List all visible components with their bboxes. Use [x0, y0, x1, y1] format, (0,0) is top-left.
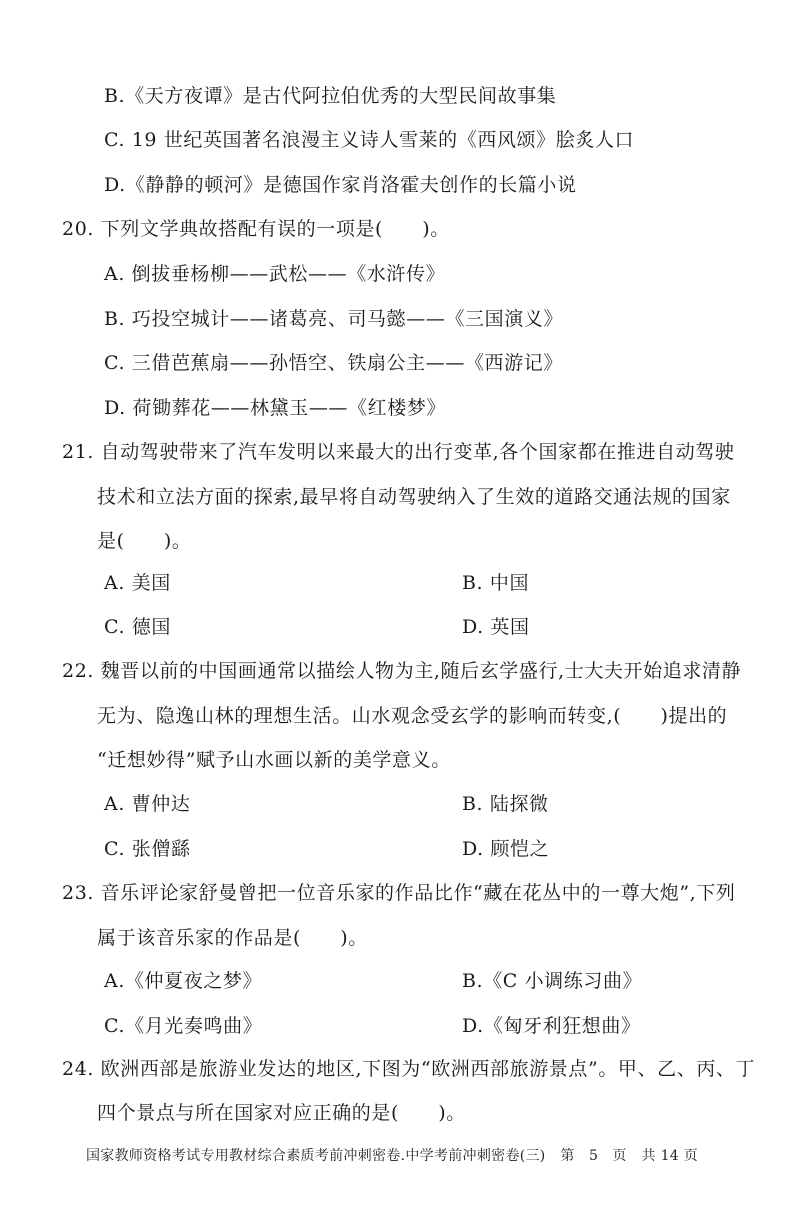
q23-option-a: A.《仲夏夜之梦》 — [104, 970, 263, 992]
q20-option-b: B. 巧投空城计——诸葛亮、司马懿——《三国演义》 — [104, 308, 564, 330]
q23-option-d: D.《匈牙利狂想曲》 — [462, 1015, 641, 1037]
q22-option-b: B. 陆探微 — [462, 793, 549, 815]
footer-total-pages: 共 14 页 — [641, 1148, 699, 1164]
footer-page-number: 第 5 页 — [560, 1148, 627, 1164]
footer-title: 国家教师资格考试专用教材综合素质考前冲刺密卷.中学考前冲刺密卷(三) — [86, 1148, 546, 1164]
q21-stem-line-1: 21. 自动驾驶带来了汽车发明以来最大的出行变革,各个国家都在推进自动驾驶 — [62, 441, 735, 463]
q20-option-c: C. 三借芭蕉扇——孙悟空、铁扇公主——《西游记》 — [104, 352, 563, 374]
q24-stem-line-2: 四个景点与所在国家对应正确的是( )。 — [97, 1102, 466, 1124]
q19-option-c: C. 19 世纪英国著名浪漫主义诗人雪莱的《西风颂》脍炙人口 — [104, 129, 635, 151]
q22-option-a: A. 曹仲达 — [104, 793, 191, 815]
q23-stem-line-2: 属于该音乐家的作品是( )。 — [97, 927, 368, 949]
q22-stem-line-2: 无为、隐逸山林的理想生活。山水观念受玄学的影响而转变,( )提出的 — [97, 705, 728, 727]
q24-stem-line-1: 24. 欧洲西部是旅游业发达的地区,下图为“欧洲西部旅游景点”。甲、乙、丙、丁 — [62, 1058, 756, 1080]
q21-option-a: A. 美国 — [104, 572, 171, 594]
q21-option-c: C. 德国 — [104, 616, 171, 638]
q21-option-d: D. 英国 — [462, 616, 530, 638]
q20-option-d: D. 荷锄葬花——林黛玉——《红楼梦》 — [104, 397, 447, 419]
q19-option-b: B.《天方夜谭》是古代阿拉伯优秀的大型民间故事集 — [104, 85, 557, 107]
q22-option-c: C. 张僧繇 — [104, 838, 191, 860]
page-footer — [86, 1146, 708, 1166]
q22-stem-line-1: 22. 魏晋以前的中国画通常以描绘人物为主,随后玄学盛行,士大夫开始追求清静 — [62, 660, 742, 682]
q22-stem-line-3: “迁想妙得”赋予山水画以新的美学意义。 — [97, 749, 451, 771]
q21-stem-line-3: 是( )。 — [97, 530, 192, 552]
q22-option-d: D. 顾恺之 — [462, 838, 550, 860]
q23-option-b: B.《C 小调练习曲》 — [462, 970, 643, 992]
q23-stem-line-1: 23. 音乐评论家舒曼曾把一位音乐家的作品比作“藏在花丛中的一尊大炮”,下列 — [62, 882, 736, 904]
q20-option-a: A. 倒拔垂杨柳——武松——《水浒传》 — [104, 263, 446, 285]
q21-stem-line-2: 技术和立法方面的探索,最早将自动驾驶纳入了生效的道路交通法规的国家 — [97, 486, 731, 508]
q23-option-c: C.《月光奏鸣曲》 — [104, 1015, 263, 1037]
q20-stem: 20. 下列文学典故搭配有误的一项是( )。 — [62, 218, 450, 240]
q19-option-d: D.《静静的顿河》是德国作家肖洛霍夫创作的长篇小说 — [104, 174, 577, 196]
q21-option-b: B. 中国 — [462, 572, 530, 594]
